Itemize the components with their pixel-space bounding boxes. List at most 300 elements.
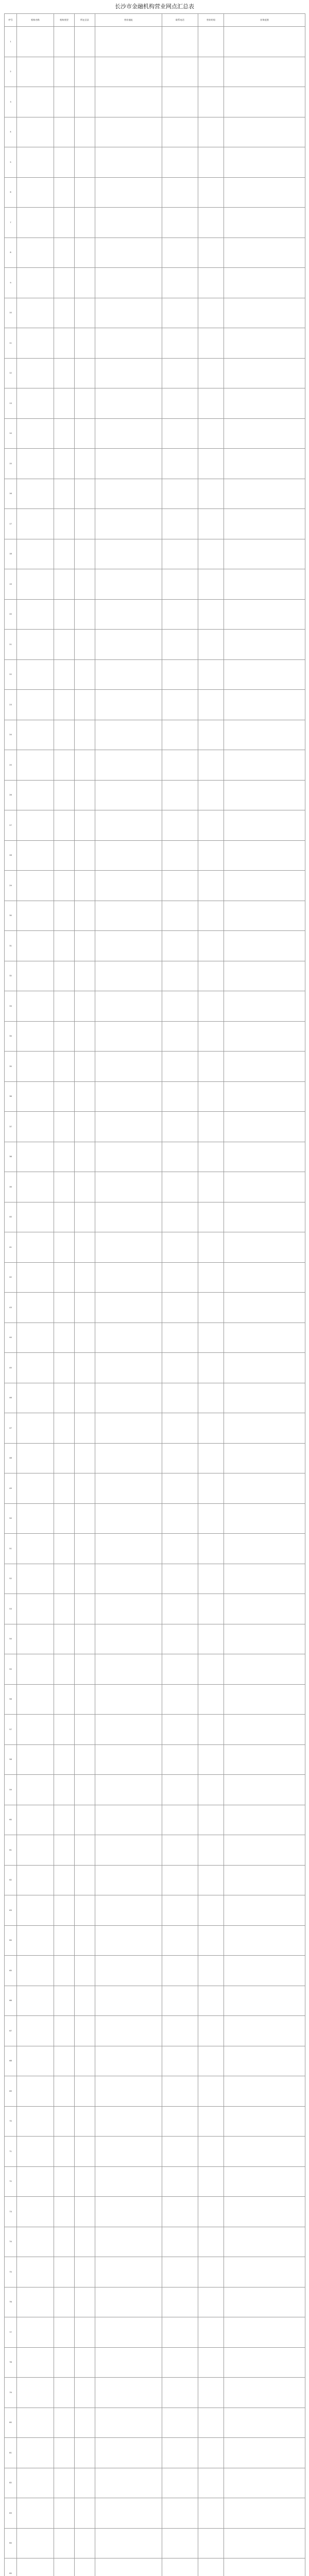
cell-index: 16 — [5, 479, 17, 509]
cell-type — [54, 1805, 75, 1835]
cell-name — [17, 599, 54, 630]
table-row — [5, 1052, 305, 1082]
cell-hours — [198, 2317, 224, 2348]
cell-scope — [224, 328, 305, 359]
cell-phone — [162, 2317, 198, 2348]
cell-district — [75, 1353, 95, 1383]
cell-type — [54, 1624, 75, 1654]
cell-scope — [224, 2257, 305, 2287]
cell-scope — [224, 208, 305, 238]
cell-address — [95, 2227, 162, 2257]
cell-phone — [162, 1081, 198, 1112]
cell-hours — [198, 328, 224, 359]
cell-index: 37 — [5, 1112, 17, 1142]
cell-district — [75, 2438, 95, 2468]
cell-hours — [198, 2287, 224, 2317]
table-row — [5, 2046, 305, 2076]
cell-name — [17, 147, 54, 178]
cell-scope — [224, 2498, 305, 2529]
table-row — [5, 1956, 305, 1986]
cell-district — [75, 147, 95, 178]
cell-scope — [224, 238, 305, 268]
cell-index: 74 — [5, 2227, 17, 2257]
cell-scope — [224, 1293, 305, 1323]
cell-index: 25 — [5, 750, 17, 781]
cell-hours — [198, 2438, 224, 2468]
table-row — [5, 2468, 305, 2498]
cell-type — [54, 810, 75, 841]
cell-address — [95, 1684, 162, 1715]
cell-index: 65 — [5, 1956, 17, 1986]
cell-index: 2 — [5, 57, 17, 87]
cell-hours — [198, 388, 224, 419]
cell-index: 41 — [5, 1232, 17, 1263]
cell-phone — [162, 2287, 198, 2317]
cell-index: 75 — [5, 2257, 17, 2287]
cell-phone — [162, 2378, 198, 2408]
cell-hours — [198, 1564, 224, 1594]
cell-hours — [198, 1925, 224, 1956]
cell-type — [54, 2528, 75, 2558]
cell-district — [75, 2408, 95, 2438]
cell-district — [75, 1021, 95, 1052]
cell-hours — [198, 931, 224, 961]
cell-type — [54, 449, 75, 479]
cell-type — [54, 1503, 75, 1534]
cell-index: 71 — [5, 2137, 17, 2167]
table-row — [5, 1654, 305, 1685]
cell-address — [95, 569, 162, 600]
table-row — [5, 208, 305, 238]
cell-index: 62 — [5, 1865, 17, 1895]
cell-name — [17, 931, 54, 961]
cell-phone — [162, 2468, 198, 2498]
cell-name — [17, 1865, 54, 1895]
cell-scope — [224, 1895, 305, 1926]
cell-district — [75, 1865, 95, 1895]
cell-scope — [224, 2347, 305, 2378]
cell-district — [75, 1684, 95, 1715]
cell-hours — [198, 479, 224, 509]
cell-type — [54, 1744, 75, 1775]
cell-phone — [162, 479, 198, 509]
cell-index: 35 — [5, 1052, 17, 1082]
cell-address — [95, 1534, 162, 1564]
cell-name — [17, 750, 54, 781]
cell-hours — [198, 57, 224, 87]
table-row — [5, 298, 305, 328]
cell-district — [75, 690, 95, 720]
cell-name — [17, 1262, 54, 1293]
cell-scope — [224, 630, 305, 660]
cell-address — [95, 2498, 162, 2529]
cell-type — [54, 1172, 75, 1202]
cell-district — [75, 1142, 95, 1172]
cell-address — [95, 810, 162, 841]
cell-address — [95, 2016, 162, 2046]
table-row — [5, 539, 305, 569]
cell-name — [17, 87, 54, 117]
cell-district — [75, 268, 95, 298]
cell-index: 13 — [5, 388, 17, 419]
cell-scope — [224, 388, 305, 419]
cell-hours — [198, 87, 224, 117]
table-row — [5, 1534, 305, 1564]
cell-address — [95, 147, 162, 178]
cell-scope — [224, 87, 305, 117]
cell-district — [75, 1503, 95, 1534]
table-row — [5, 991, 305, 1022]
cell-address — [95, 1443, 162, 1473]
cell-name — [17, 1925, 54, 1956]
cell-type — [54, 2378, 75, 2408]
cell-phone — [162, 328, 198, 359]
cell-address — [95, 2558, 162, 2576]
cell-scope — [224, 2166, 305, 2197]
cell-index: 63 — [5, 1895, 17, 1926]
cell-address — [95, 991, 162, 1022]
cell-phone — [162, 27, 198, 57]
cell-hours — [198, 1895, 224, 1926]
cell-scope — [224, 1503, 305, 1534]
table-row — [5, 2076, 305, 2107]
cell-phone — [162, 1202, 198, 1232]
table-row — [5, 2528, 305, 2558]
cell-phone — [162, 1925, 198, 1956]
cell-type — [54, 2287, 75, 2317]
cell-name — [17, 1142, 54, 1172]
table-row — [5, 1353, 305, 1383]
cell-type — [54, 1383, 75, 1413]
cell-scope — [224, 810, 305, 841]
table-row — [5, 147, 305, 178]
cell-address — [95, 1021, 162, 1052]
cell-index: 29 — [5, 871, 17, 901]
table-row — [5, 1383, 305, 1413]
header-name: 机构名称 — [17, 14, 54, 27]
cell-phone — [162, 238, 198, 268]
cell-district — [75, 2197, 95, 2227]
cell-scope — [224, 2408, 305, 2438]
cell-phone — [162, 2408, 198, 2438]
cell-name — [17, 871, 54, 901]
cell-index: 77 — [5, 2317, 17, 2348]
cell-address — [95, 901, 162, 931]
cell-index: 68 — [5, 2046, 17, 2076]
cell-index: 18 — [5, 539, 17, 569]
cell-scope — [224, 2287, 305, 2317]
cell-name — [17, 268, 54, 298]
cell-scope — [224, 871, 305, 901]
cell-type — [54, 2076, 75, 2107]
cell-scope — [224, 659, 305, 690]
cell-index: 33 — [5, 991, 17, 1022]
cell-hours — [198, 1413, 224, 1444]
table-row — [5, 780, 305, 810]
cell-phone — [162, 2528, 198, 2558]
cell-name — [17, 57, 54, 87]
table-row — [5, 509, 305, 539]
cell-district — [75, 1775, 95, 1805]
cell-type — [54, 931, 75, 961]
cell-index: 15 — [5, 449, 17, 479]
cell-district — [75, 2076, 95, 2107]
cell-district — [75, 1443, 95, 1473]
cell-hours — [198, 1744, 224, 1775]
cell-address — [95, 1654, 162, 1685]
cell-address — [95, 1293, 162, 1323]
cell-index: 5 — [5, 147, 17, 178]
cell-type — [54, 539, 75, 569]
cell-phone — [162, 509, 198, 539]
cell-district — [75, 208, 95, 238]
cell-district — [75, 298, 95, 328]
cell-type — [54, 238, 75, 268]
cell-scope — [224, 2317, 305, 2348]
table-row — [5, 2227, 305, 2257]
cell-scope — [224, 1112, 305, 1142]
cell-district — [75, 1835, 95, 1866]
cell-hours — [198, 147, 224, 178]
cell-phone — [162, 1021, 198, 1052]
cell-phone — [162, 931, 198, 961]
cell-index: 3 — [5, 87, 17, 117]
cell-name — [17, 238, 54, 268]
table-row — [5, 659, 305, 690]
cell-type — [54, 1534, 75, 1564]
cell-index: 43 — [5, 1293, 17, 1323]
cell-name — [17, 1534, 54, 1564]
cell-hours — [198, 871, 224, 901]
table-row — [5, 630, 305, 660]
cell-hours — [198, 2106, 224, 2137]
cell-phone — [162, 599, 198, 630]
cell-address — [95, 2257, 162, 2287]
cell-phone — [162, 1715, 198, 1745]
cell-district — [75, 1594, 95, 1624]
cell-hours — [198, 1835, 224, 1866]
cell-district — [75, 2498, 95, 2529]
cell-phone — [162, 871, 198, 901]
table-row — [5, 1986, 305, 2016]
cell-address — [95, 1805, 162, 1835]
cell-district — [75, 1564, 95, 1594]
cell-scope — [224, 1443, 305, 1473]
table-row — [5, 1202, 305, 1232]
cell-district — [75, 2046, 95, 2076]
table-row — [5, 2558, 305, 2576]
cell-hours — [198, 1654, 224, 1685]
cell-type — [54, 1684, 75, 1715]
cell-phone — [162, 2498, 198, 2529]
cell-address — [95, 2347, 162, 2378]
table-row — [5, 2166, 305, 2197]
cell-phone — [162, 630, 198, 660]
cell-hours — [198, 2408, 224, 2438]
cell-name — [17, 1232, 54, 1263]
cell-type — [54, 991, 75, 1022]
cell-phone — [162, 2438, 198, 2468]
cell-scope — [224, 449, 305, 479]
cell-hours — [198, 2166, 224, 2197]
cell-district — [75, 840, 95, 871]
cell-district — [75, 2137, 95, 2167]
cell-index: 51 — [5, 1534, 17, 1564]
table-row — [5, 1624, 305, 1654]
cell-scope — [224, 268, 305, 298]
cell-hours — [198, 1775, 224, 1805]
table-row — [5, 1775, 305, 1805]
table-row — [5, 1925, 305, 1956]
cell-name — [17, 2227, 54, 2257]
cell-hours — [198, 690, 224, 720]
cell-phone — [162, 1534, 198, 1564]
cell-scope — [224, 1262, 305, 1293]
cell-district — [75, 117, 95, 147]
cell-hours — [198, 1865, 224, 1895]
cell-index: 73 — [5, 2197, 17, 2227]
cell-hours — [198, 238, 224, 268]
cell-type — [54, 1052, 75, 1082]
cell-name — [17, 2528, 54, 2558]
cell-address — [95, 208, 162, 238]
cell-index: 61 — [5, 1835, 17, 1866]
cell-district — [75, 961, 95, 991]
cell-name — [17, 2076, 54, 2107]
cell-address — [95, 1353, 162, 1383]
cell-district — [75, 1624, 95, 1654]
cell-phone — [162, 1895, 198, 1926]
cell-name — [17, 659, 54, 690]
cell-address — [95, 1895, 162, 1926]
table-row — [5, 1232, 305, 1263]
cell-name — [17, 418, 54, 449]
cell-phone — [162, 1293, 198, 1323]
cell-phone — [162, 57, 198, 87]
cell-district — [75, 479, 95, 509]
table-row — [5, 569, 305, 600]
cell-index: 78 — [5, 2347, 17, 2378]
cell-phone — [162, 720, 198, 750]
cell-scope — [224, 2106, 305, 2137]
cell-address — [95, 780, 162, 810]
cell-index: 83 — [5, 2498, 17, 2529]
cell-district — [75, 659, 95, 690]
cell-type — [54, 2468, 75, 2498]
cell-index: 52 — [5, 1564, 17, 1594]
cell-type — [54, 388, 75, 419]
cell-district — [75, 931, 95, 961]
cell-phone — [162, 2347, 198, 2378]
cell-index: 79 — [5, 2378, 17, 2408]
cell-address — [95, 238, 162, 268]
cell-address — [95, 2106, 162, 2137]
cell-address — [95, 449, 162, 479]
cell-district — [75, 2347, 95, 2378]
cell-phone — [162, 690, 198, 720]
cell-address — [95, 1473, 162, 1504]
cell-index: 60 — [5, 1805, 17, 1835]
cell-phone — [162, 1383, 198, 1413]
cell-district — [75, 1112, 95, 1142]
cell-address — [95, 358, 162, 388]
cell-index: 11 — [5, 328, 17, 359]
cell-phone — [162, 1473, 198, 1504]
cell-phone — [162, 840, 198, 871]
cell-hours — [198, 1081, 224, 1112]
table-row — [5, 750, 305, 781]
cell-name — [17, 1805, 54, 1835]
cell-index: 14 — [5, 418, 17, 449]
table-row — [5, 961, 305, 991]
cell-type — [54, 268, 75, 298]
cell-scope — [224, 2528, 305, 2558]
cell-address — [95, 2408, 162, 2438]
cell-scope — [224, 1744, 305, 1775]
cell-type — [54, 328, 75, 359]
cell-address — [95, 2528, 162, 2558]
table-row — [5, 871, 305, 901]
cell-scope — [224, 1715, 305, 1745]
cell-hours — [198, 1503, 224, 1534]
cell-scope — [224, 2137, 305, 2167]
cell-scope — [224, 2378, 305, 2408]
header-district: 所在区县 — [75, 14, 95, 27]
cell-type — [54, 1775, 75, 1805]
cell-hours — [198, 177, 224, 208]
cell-hours — [198, 2498, 224, 2529]
cell-type — [54, 1202, 75, 1232]
cell-name — [17, 2438, 54, 2468]
cell-scope — [224, 1775, 305, 1805]
cell-scope — [224, 2438, 305, 2468]
cell-index: 1 — [5, 27, 17, 57]
cell-scope — [224, 1956, 305, 1986]
cell-district — [75, 1534, 95, 1564]
cell-address — [95, 840, 162, 871]
cell-name — [17, 388, 54, 419]
cell-scope — [224, 690, 305, 720]
cell-address — [95, 1202, 162, 1232]
cell-index: 28 — [5, 840, 17, 871]
cell-district — [75, 2166, 95, 2197]
cell-name — [17, 1654, 54, 1685]
cell-name — [17, 358, 54, 388]
cell-phone — [162, 2076, 198, 2107]
cell-address — [95, 630, 162, 660]
cell-name — [17, 569, 54, 600]
cell-phone — [162, 569, 198, 600]
cell-phone — [162, 1323, 198, 1353]
cell-type — [54, 2197, 75, 2227]
cell-index: 10 — [5, 298, 17, 328]
cell-scope — [224, 1865, 305, 1895]
cell-address — [95, 1112, 162, 1142]
cell-name — [17, 2558, 54, 2576]
cell-index: 84 — [5, 2528, 17, 2558]
cell-address — [95, 388, 162, 419]
cell-hours — [198, 1293, 224, 1323]
cell-address — [95, 1383, 162, 1413]
table-row — [5, 1594, 305, 1624]
cell-type — [54, 2347, 75, 2378]
cell-type — [54, 1142, 75, 1172]
cell-phone — [162, 1744, 198, 1775]
cell-hours — [198, 1142, 224, 1172]
cell-index: 8 — [5, 238, 17, 268]
cell-hours — [198, 1383, 224, 1413]
cell-district — [75, 569, 95, 600]
